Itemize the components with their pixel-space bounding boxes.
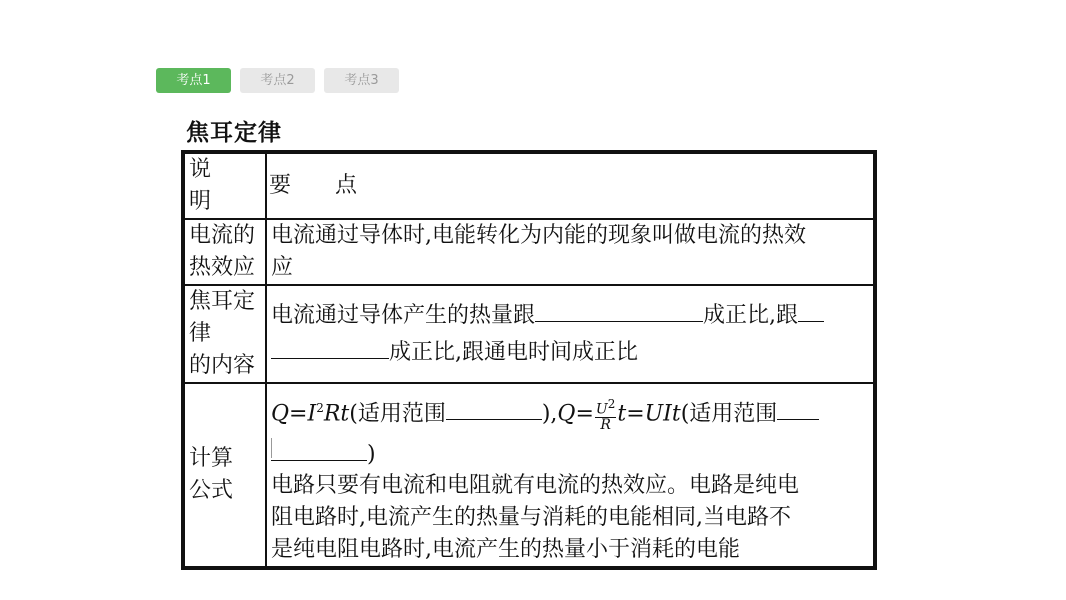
tab-kaodian-1[interactable]: 考点1: [156, 68, 231, 93]
header-cell-explanation: 说 明: [183, 152, 266, 219]
fraction-u2-over-r: $\frac{U^2}{R}$: [595, 397, 616, 433]
tab-kaodian-2[interactable]: 考点2: [240, 68, 315, 93]
table-row: [183, 383, 875, 568]
answer-blank-4a[interactable]: [777, 395, 819, 420]
table-row: [183, 285, 875, 383]
table-row: [183, 219, 875, 285]
formula-line: $Q=I^2Rt$(适用范围 ),Q= $\frac{U^2}{R}$ t=UIt(适用范围: [271, 384, 869, 436]
answer-blank-3[interactable]: [446, 395, 542, 420]
answer-blank-1[interactable]: [535, 297, 703, 322]
tab-bar: [156, 68, 399, 93]
answer-blank-2a[interactable]: [798, 297, 824, 322]
row-label-joule-law: 焦耳定 律 的内容: [183, 285, 266, 383]
table-header-row: [183, 152, 875, 219]
row-content-formula: $Q=I^2Rt$(适用范围 ),Q= $\frac{U^2}{R}$ t=UIt(适用范围 ) 电路只要有电流和电阻就有电流的热效应。电路是纯电 阻电路时,电流产生的热量与消耗的电能相同,当电路不 是纯电阻电路时,电流产生的热量小于消耗的电能: [266, 383, 875, 568]
row-label-formula: 计算 公式: [183, 383, 266, 568]
row-label-heat-effect: 电流的 热效应: [183, 219, 266, 285]
tab-kaodian-3[interactable]: 考点3: [324, 68, 399, 93]
knowledge-table: [181, 150, 877, 570]
row-content-joule-law: 电流通过导体产生的热量跟 成正比,跟 成正比,跟通电时间成正比: [266, 285, 875, 383]
answer-blank-2b[interactable]: [271, 334, 389, 359]
answer-blank-4b[interactable]: [271, 436, 367, 461]
section-heading: 焦耳定律: [186, 120, 282, 146]
note-text: 电路只要有电流和电阻就有电流的热效应。电路是纯电 阻电路时,电流产生的热量与消耗的电能相同,当电路不 是纯电阻电路时,电流产生的热量小于消耗的电能: [271, 473, 800, 563]
row-content-heat-effect: 电流通过导体时,电能转化为内能的现象叫做电流的热效 应: [266, 219, 875, 285]
header-cell-keypoints: 要 点: [266, 152, 875, 219]
